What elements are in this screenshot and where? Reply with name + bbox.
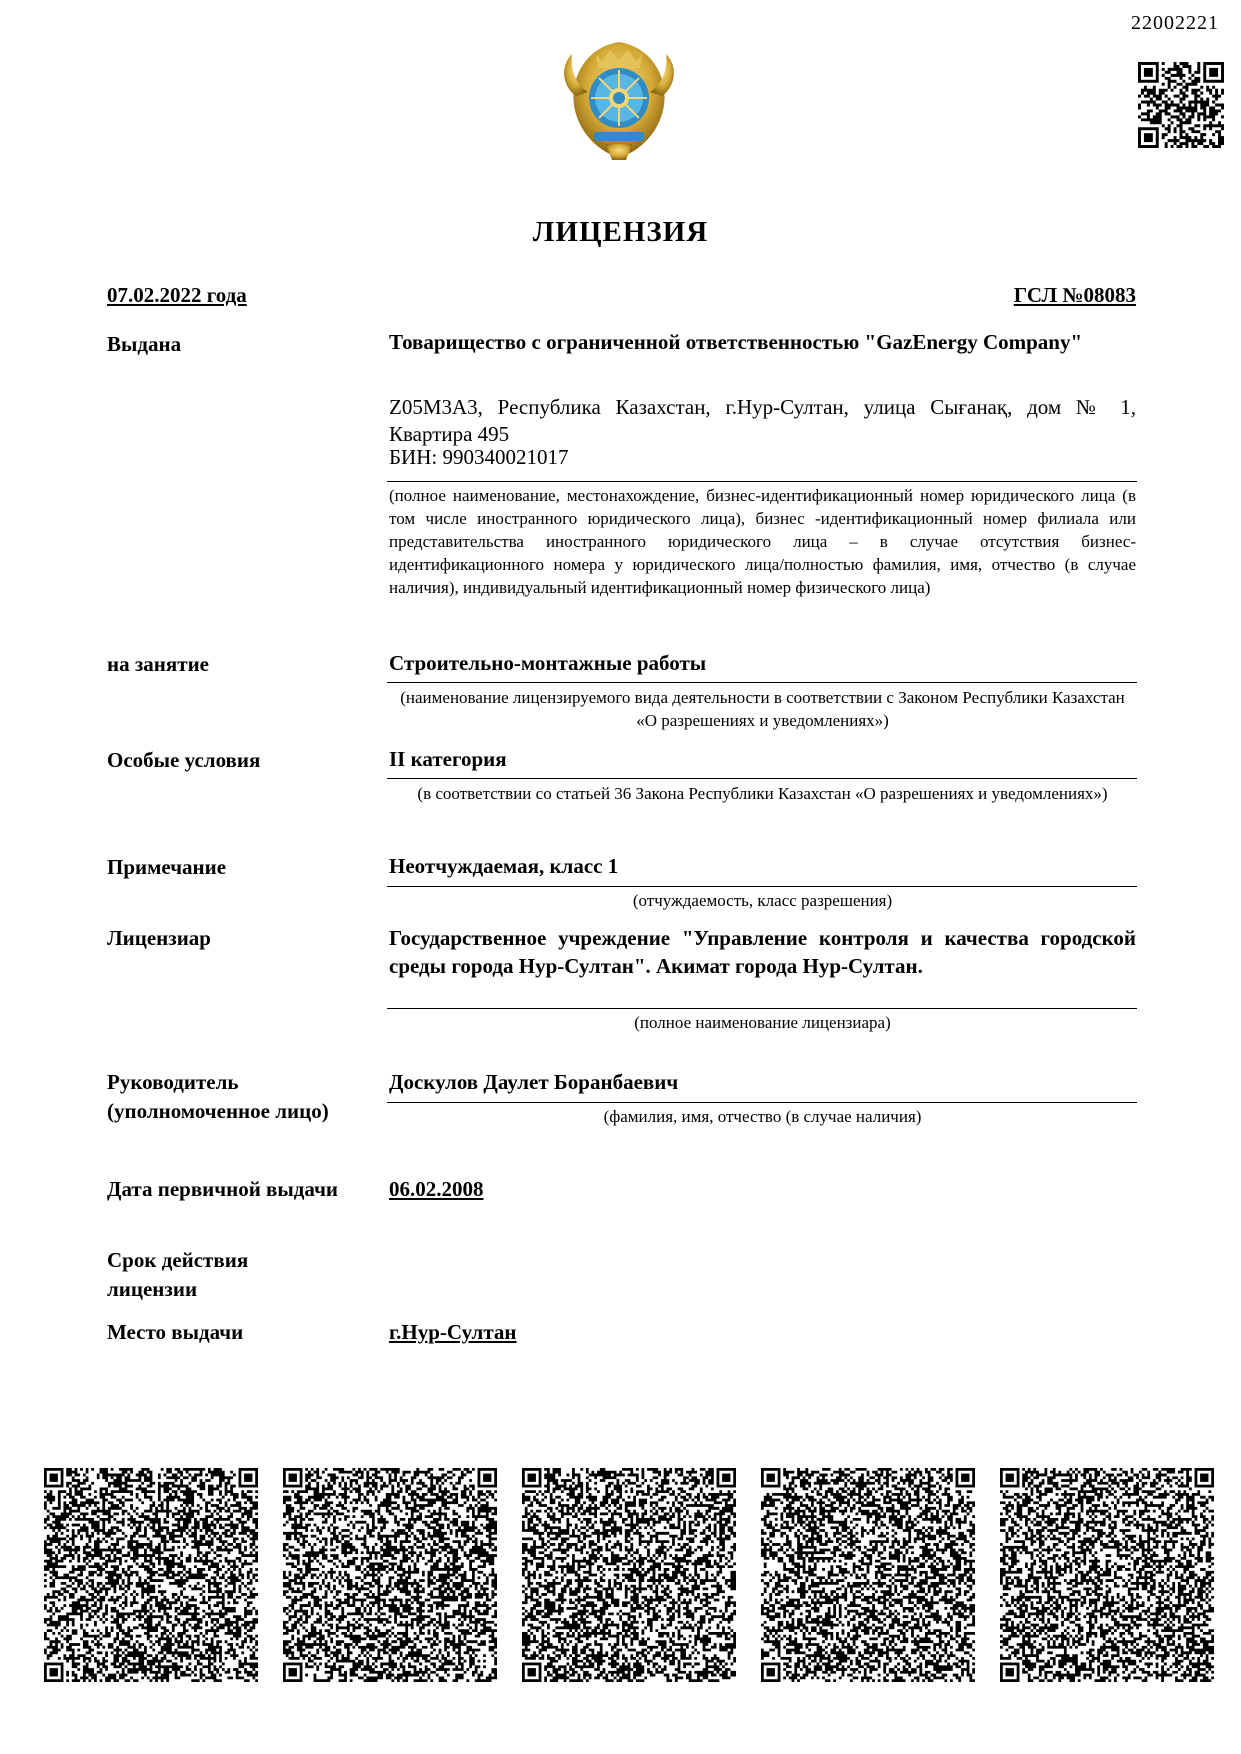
validity-label: Срок действия лицензии xyxy=(107,1248,249,1301)
qr-code-icon xyxy=(1000,1468,1214,1682)
special-conditions-label: Особые условия xyxy=(107,748,261,772)
divider xyxy=(387,682,1137,683)
remark-label: Примечание xyxy=(107,855,227,879)
licensor-note: (полное наименование лицензиара) xyxy=(634,1013,891,1032)
head-note: (фамилия, имя, отчество (в случае наличия) xyxy=(603,1107,922,1126)
activity-label: на занятие xyxy=(107,652,209,676)
qr-code-icon xyxy=(283,1468,497,1682)
qr-code-icon xyxy=(761,1468,975,1682)
divider xyxy=(387,886,1137,887)
divider xyxy=(387,481,1137,482)
divider xyxy=(387,778,1137,779)
issued-to-label: Выдана xyxy=(107,332,182,356)
license-date: 07.02.2022 года xyxy=(107,283,247,307)
issued-to-bin: БИН: 990340021017 xyxy=(389,445,569,469)
first-issue-value: 06.02.2008 xyxy=(389,1177,484,1201)
special-conditions-note: (в соответствии со статьей 36 Закона Республики Казахстан «О разрешениях и уведомлениях») xyxy=(417,784,1108,803)
document-number: 22002221 xyxy=(1131,12,1219,34)
place-value: г.Нур-Султан xyxy=(389,1320,517,1344)
activity-note: (наименование лицензируемого вида деятельности в соответствии с Законом Республики Казахстан «О разрешениях и уведомлениях») xyxy=(400,688,1125,730)
qr-code-icon xyxy=(522,1468,736,1682)
divider xyxy=(387,1102,1137,1103)
head-label: Руководитель (уполномоченное лицо) xyxy=(107,1070,329,1123)
licensor-value: Государственное учреждение "Управление контроля и качества городской среды города Нур-Султан". Акимат города Нур-Султан. xyxy=(389,926,1136,978)
licensor-label: Лицензиар xyxy=(107,926,211,950)
qr-code-icon xyxy=(44,1468,258,1682)
divider xyxy=(387,1008,1137,1009)
activity-value: Строительно-монтажные работы xyxy=(389,651,707,675)
issued-to-note: (полное наименование, местонахождение, бизнес-идентификационный номер юридического лица (в том числе иностранного юридического лица), бизнес -идентификационный номер филиала или представительства иностранного юридического лица – в случае отсутствия бизнес-идентификационного номера у юридического лица/полностью фамилия, имя, отчество (в случае наличия), индивидуальный идентификационный номер физического лица) xyxy=(389,486,1136,597)
head-value: Доскулов Даулет Боранбаевич xyxy=(389,1070,679,1094)
state-emblem-icon xyxy=(554,36,684,166)
issued-to-name: Товарищество с ограниченной ответственностью "GazEnergy Company" xyxy=(389,330,1083,354)
special-conditions-value: II категория xyxy=(389,747,507,771)
license-number: ГСЛ №08083 xyxy=(1013,283,1136,307)
remark-value: Неотчуждаемая, класс 1 xyxy=(389,854,619,878)
first-issue-label: Дата первичной выдачи xyxy=(107,1177,339,1201)
document-title: ЛИЦЕНЗИЯ xyxy=(532,216,709,248)
issued-to-address: Z05M3A3, Республика Казахстан, г.Нур-Султан, улица Сығанақ, дом № 1, Квартира 495 xyxy=(389,395,1136,446)
remark-note: (отчуждаемость, класс разрешения) xyxy=(632,891,893,910)
qr-code-icon xyxy=(1138,62,1228,148)
place-label: Место выдачи xyxy=(107,1320,244,1344)
